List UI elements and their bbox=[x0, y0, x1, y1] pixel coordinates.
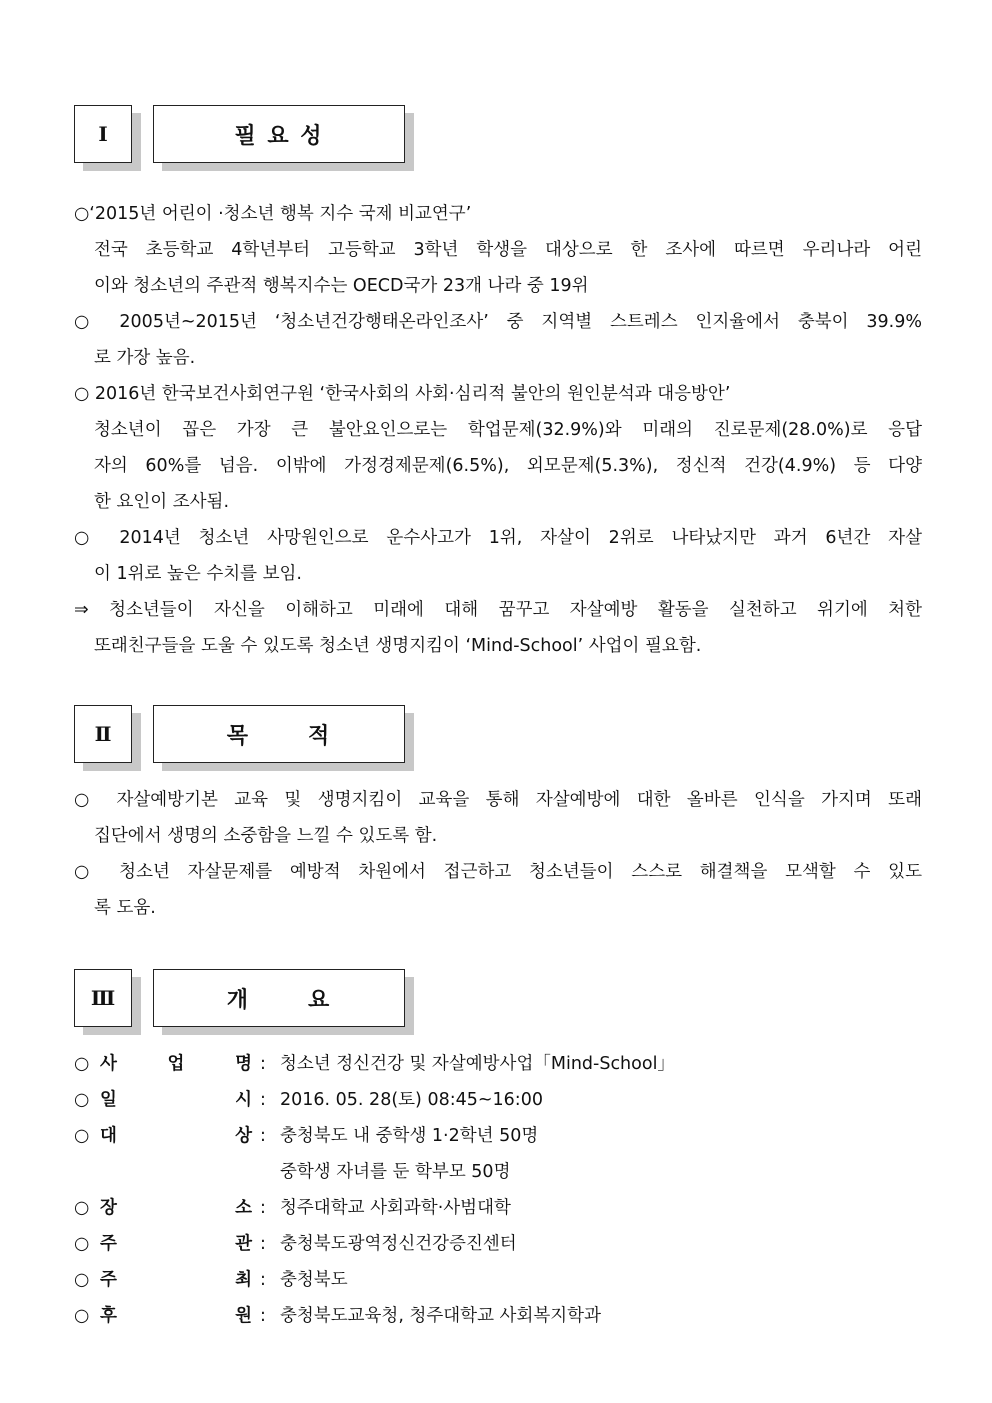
overview-label: 주 최 bbox=[100, 1270, 252, 1290]
overview-row-venue bbox=[74, 1190, 922, 1226]
colon: : bbox=[260, 1270, 266, 1290]
bullet: ○ bbox=[74, 1306, 90, 1326]
overview-value: 중학생 자녀를 둔 학부모 50명 bbox=[280, 1162, 511, 1182]
overview-value: 충청북도광역정신건강증진센터 bbox=[280, 1234, 517, 1254]
text-line: ○ 자살예방기본 교육 및 생명지킴이 교육을 통해 자살예방에 대한 올바른 인식을 가지며 또래 bbox=[74, 790, 922, 810]
overview-row-organizer bbox=[74, 1226, 922, 1262]
text-line: 집단에서 생명의 소중함을 느낄 수 있도록 함. bbox=[94, 826, 438, 846]
text-line: ○ 2016년 한국보건사회연구원 ‘한국사회의 사회·심리적 불안의 원인분석과 대응방안’ bbox=[74, 384, 731, 404]
colon: : bbox=[260, 1090, 266, 1110]
overview-row-target bbox=[74, 1118, 922, 1154]
bullet: ○ bbox=[74, 1054, 90, 1074]
overview-label: 장 소 bbox=[100, 1198, 252, 1218]
section-number: Ⅱ bbox=[74, 705, 132, 763]
text-line: 이와 청소년의 주관적 행복지수는 OECD국가 23개 나라 중 19위 bbox=[94, 276, 589, 296]
overview-value: 충청북도교육청, 청주대학교 사회복지학과 bbox=[280, 1306, 601, 1326]
colon: : bbox=[260, 1126, 266, 1146]
text-line: 이 1위로 높은 수치를 보임. bbox=[94, 564, 302, 584]
section-title: 개 요 bbox=[153, 969, 405, 1027]
bullet: ○ bbox=[74, 1234, 90, 1254]
text-line: 록 도움. bbox=[94, 898, 156, 918]
section-title: 필 요 성 bbox=[153, 105, 405, 163]
text-line: 또래친구들을 도울 수 있도록 청소년 생명지킴이 ‘Mind-School’ 사업이 필요함. bbox=[94, 636, 702, 656]
overview-row-target-continued bbox=[74, 1154, 922, 1190]
overview-label: 후 원 bbox=[100, 1306, 252, 1326]
colon: : bbox=[260, 1306, 266, 1326]
purpose-body bbox=[74, 782, 922, 926]
colon: : bbox=[260, 1198, 266, 1218]
overview-label: 주 관 bbox=[100, 1234, 252, 1254]
necessity-body bbox=[74, 196, 922, 664]
overview-label: 일 시 bbox=[100, 1090, 252, 1110]
text-line: 한 요인이 조사됨. bbox=[94, 492, 230, 512]
overview-row-sponsor bbox=[74, 1298, 922, 1334]
overview-row-project-name bbox=[74, 1046, 922, 1082]
section-title: 목 적 bbox=[153, 705, 405, 763]
section-number: Ⅲ bbox=[74, 969, 132, 1027]
bullet: ○ bbox=[74, 1198, 90, 1218]
overview-value: 충청북도 내 중학생 1·2학년 50명 bbox=[280, 1126, 539, 1146]
overview-value: 충청북도 bbox=[280, 1270, 348, 1290]
text-line: ⇒ 청소년들이 자신을 이해하고 미래에 대해 꿈꾸고 자살예방 활동을 실천하고 위기에 처한 bbox=[74, 600, 922, 620]
overview-value: 청주대학교 사회과학·사범대학 bbox=[280, 1198, 511, 1218]
overview-row-datetime bbox=[74, 1082, 922, 1118]
section-number: Ⅰ bbox=[74, 105, 132, 163]
text-line: ○ 2014년 청소년 사망원인으로 운수사고가 1위, 자살이 2위로 나타났지만 과거 6년간 자살 bbox=[74, 528, 922, 548]
bullet: ○ bbox=[74, 1126, 90, 1146]
text-line: ○ 청소년 자살문제를 예방적 차원에서 접근하고 청소년들이 스스로 해결책을 모색할 수 있도 bbox=[74, 862, 922, 882]
overview-row-host bbox=[74, 1262, 922, 1298]
text-line: 청소년이 꼽은 가장 큰 불안요인으로는 학업문제(32.9%)와 미래의 진로문제(28.0%)로 응답 bbox=[94, 420, 922, 440]
overview-list bbox=[74, 1046, 922, 1334]
colon: : bbox=[260, 1234, 266, 1254]
text-line: 자의 60%를 넘음. 이밖에 가정경제문제(6.5%), 외모문제(5.3%), 정신적 건강(4.9%) 등 다양 bbox=[94, 456, 922, 476]
overview-value: 2016. 05. 28(토) 08:45~16:00 bbox=[280, 1090, 543, 1110]
bullet: ○ bbox=[74, 1270, 90, 1290]
overview-label: 사 업 명 bbox=[100, 1054, 252, 1074]
colon: : bbox=[260, 1054, 266, 1074]
overview-label: 대 상 bbox=[100, 1126, 252, 1146]
text-line: 로 가장 높음. bbox=[94, 348, 196, 368]
text-line: 전국 초등학교 4학년부터 고등학교 3학년 학생을 대상으로 한 조사에 따르면 우리나라 어린 bbox=[94, 240, 922, 260]
text-line: ○ 2005년~2015년 ‘청소년건강행태온라인조사’ 중 지역별 스트레스 인지율에서 충북이 39.9% bbox=[74, 312, 922, 332]
overview-value: 청소년 정신건강 및 자살예방사업「Mind-School」 bbox=[280, 1054, 675, 1074]
text-line: ○‘2015년 어린이 ·청소년 행복 지수 국제 비교연구’ bbox=[74, 204, 472, 224]
bullet: ○ bbox=[74, 1090, 90, 1110]
